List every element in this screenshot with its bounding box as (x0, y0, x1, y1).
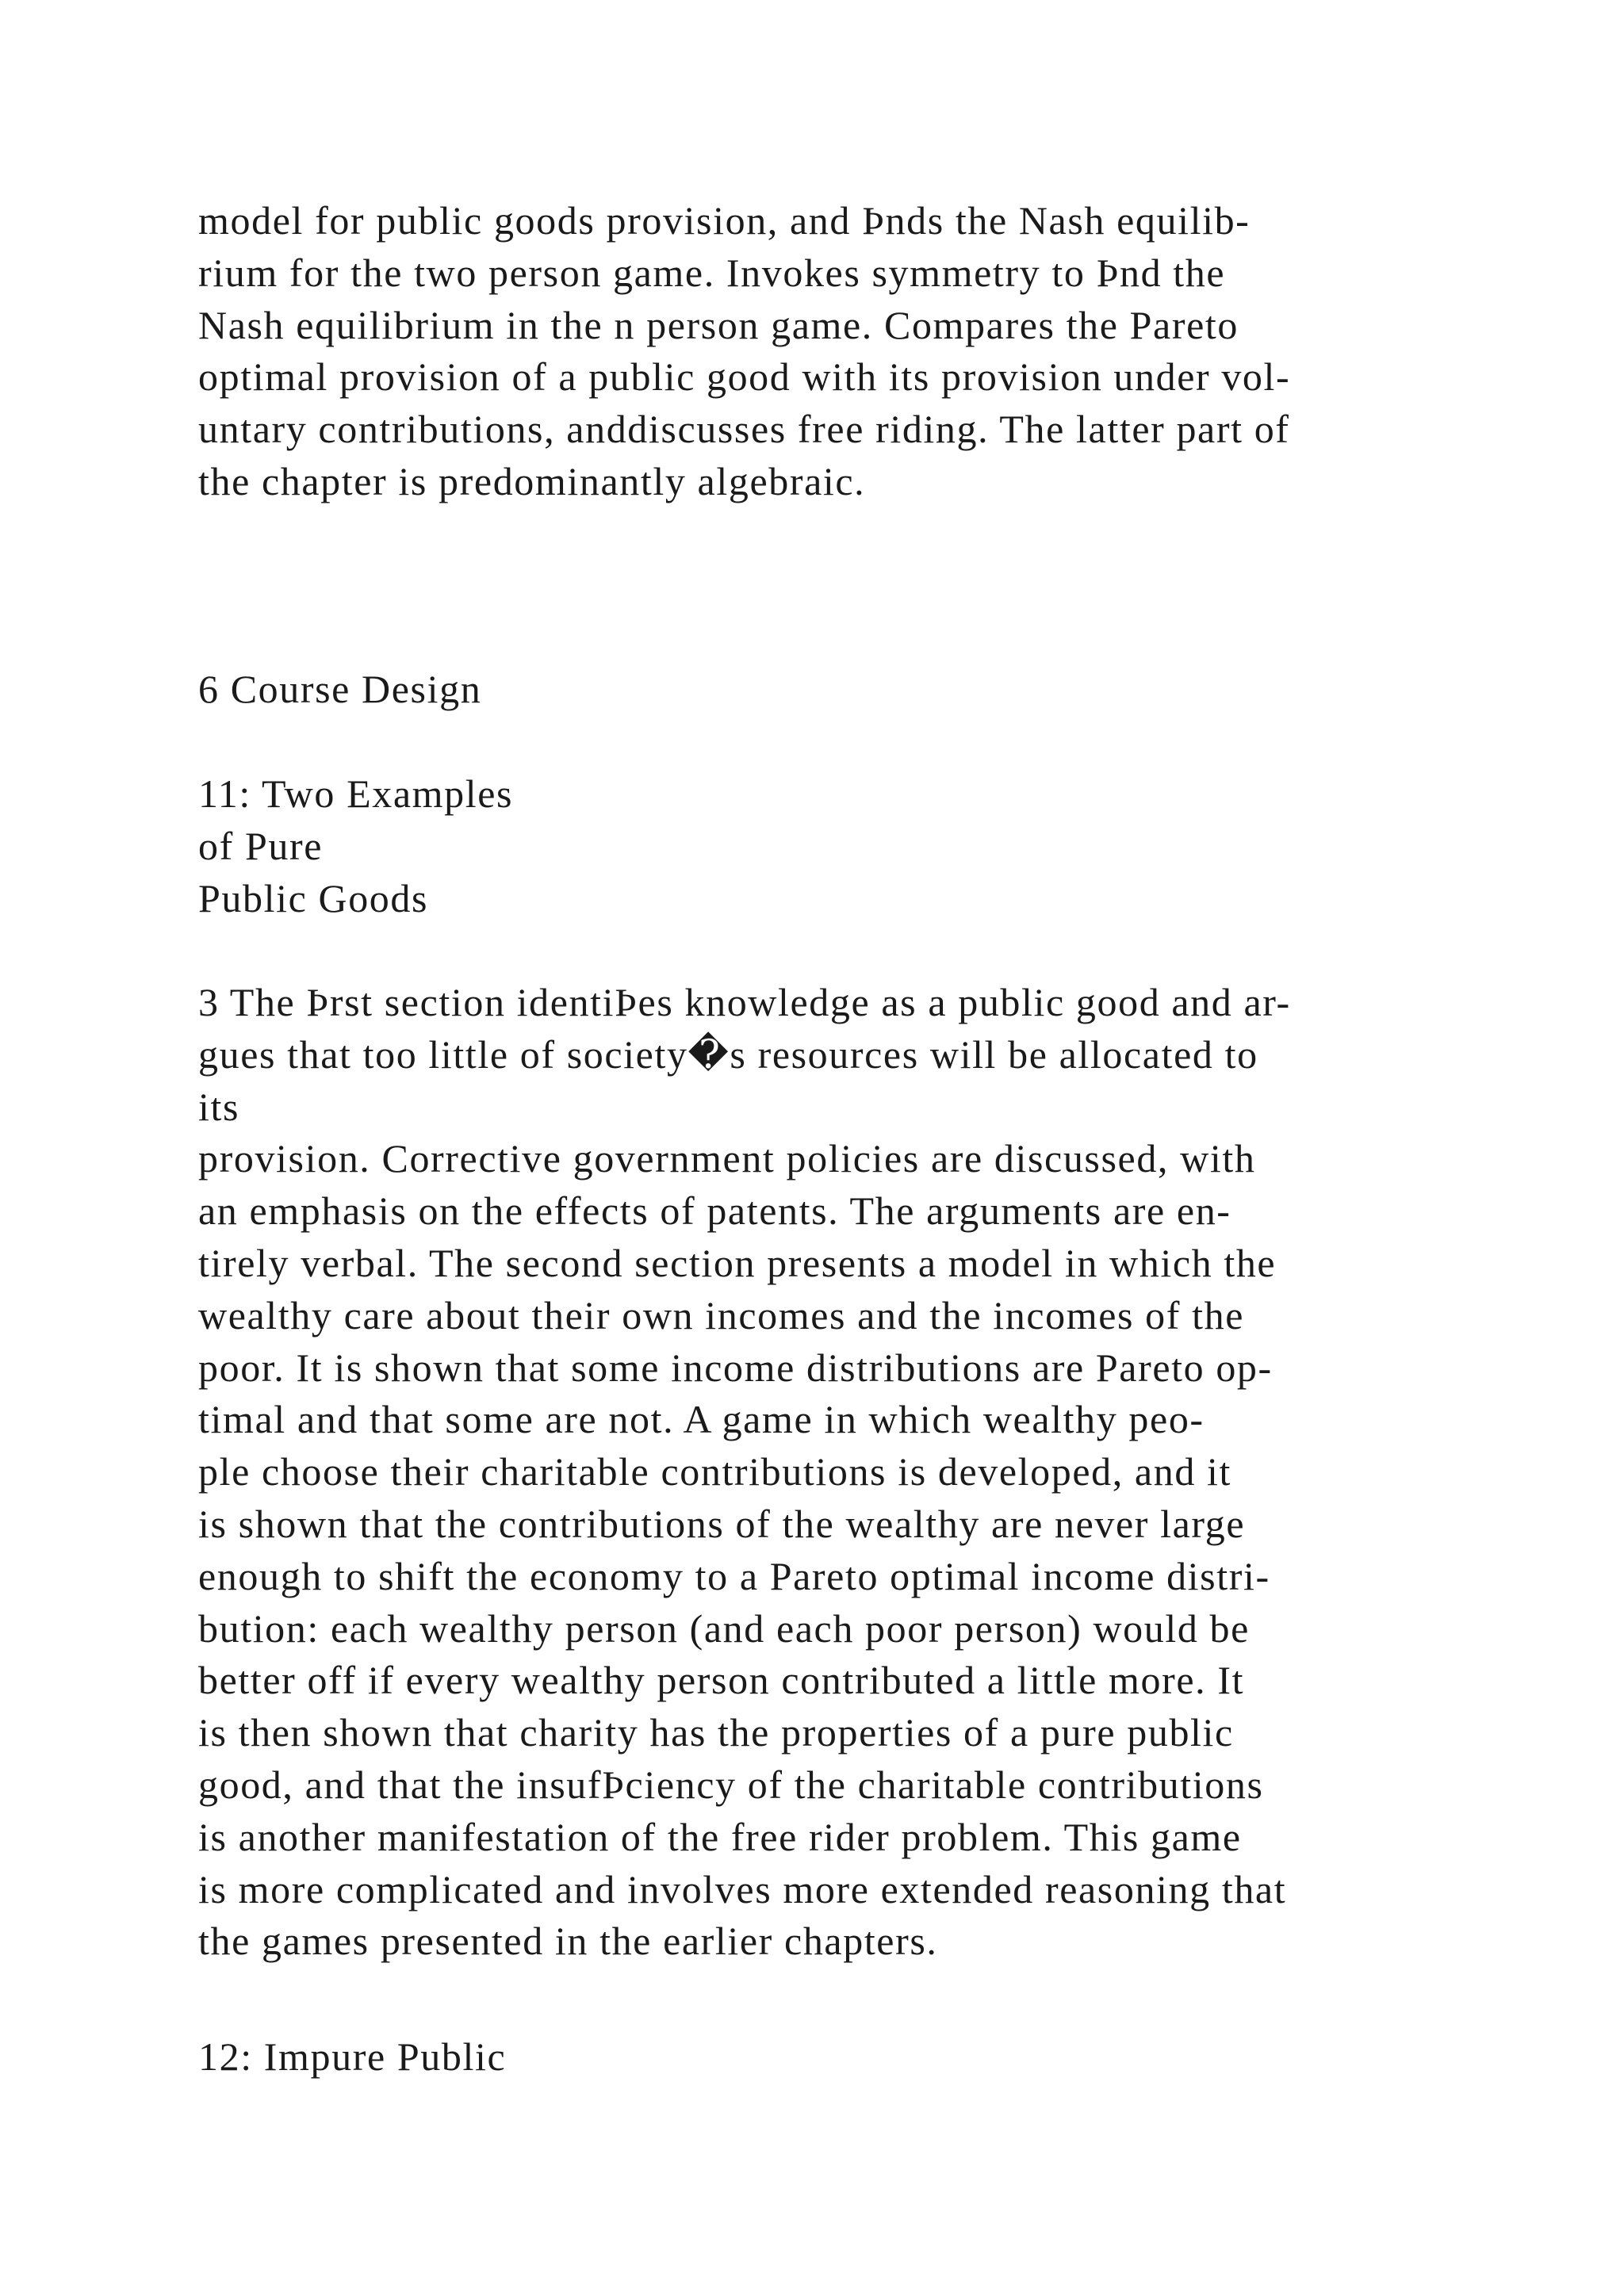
text-line: 3 The Þrst section identiÞes knowledge as a public good and ar- (198, 980, 1291, 1024)
text-line: enough to shift the economy to a Pareto optimal income distri- (198, 1553, 1270, 1598)
chapter-11-title (198, 768, 1546, 924)
text-line: bution: each wealthy person (and each poor person) would be (198, 1605, 1250, 1651)
text-line: provision. Corrective government policies are discussed, with (198, 1136, 1256, 1181)
text-line: good, and that the insufÞciency of the charitable contributions (198, 1762, 1264, 1807)
section-heading-text: 6 Course Design (198, 667, 482, 711)
text-line: an emphasis on the effects of patents. The arguments are en- (198, 1188, 1231, 1234)
text-line: is another manifestation of the free rider problem. This game (198, 1814, 1242, 1859)
text-line: ple choose their charitable contributions is developed, and it (198, 1449, 1232, 1494)
text-line: is then shown that charity has the properties of a pure public (198, 1710, 1234, 1755)
text-line: Nash equilibrium in the n person game. Compares the Pareto (198, 302, 1239, 347)
text-line: poor. It is shown that some income distributions are Pareto op- (198, 1345, 1273, 1390)
text-line: tirely verbal. The second section presents a model in which the (198, 1240, 1277, 1285)
text-line: model for public goods provision, and Þnds the Nash equilib- (198, 198, 1251, 243)
text-line: wealthy care about their own incomes and the incomes of the (198, 1292, 1244, 1337)
text-line: optimal provision of a public good with its provision under vol- (198, 354, 1291, 400)
text-line: is shown that the contributions of the wealthy are never large (198, 1501, 1246, 1546)
section-heading (198, 664, 1546, 716)
intro-paragraph (198, 195, 1546, 508)
chapter-title-line: 12: Impure Public (198, 2034, 507, 2079)
text-line: the games presented in the earlier chapters. (198, 1919, 938, 1964)
text-line: rium for the two person game. Invokes symmetry to Þnd the (198, 250, 1226, 295)
text-line: its (198, 1084, 240, 1129)
text-line: is more complicated and involves more extended reasoning that (198, 1866, 1287, 1911)
chapter-12-title (198, 2031, 1546, 2084)
chapter-title-line: Public Goods (198, 875, 429, 920)
text-line: gues that too little of society�s resources will be allocated to (198, 1031, 1258, 1077)
chapter-title-line: 11: Two Examples (198, 771, 514, 816)
chapter-title-line: of Pure (198, 823, 324, 868)
text-line: timal and that some are not. A game in which wealthy peo- (198, 1397, 1205, 1442)
text-line: better off if every wealthy person contributed a little more. It (198, 1658, 1245, 1703)
text-line: the chapter is predominantly algebraic. (198, 458, 866, 503)
chapter-11-description (198, 977, 1546, 1968)
text-line: untary contributions, anddiscusses free riding. The latter part of (198, 407, 1290, 452)
